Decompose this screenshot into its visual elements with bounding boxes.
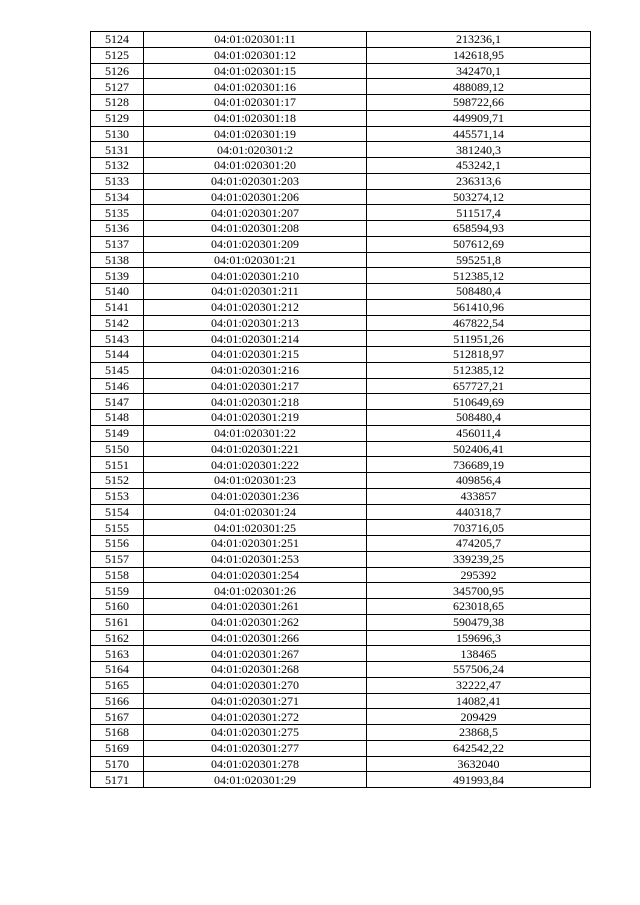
row-number-cell: 5146 — [91, 378, 144, 394]
cadastral-number-cell: 04:01:020301:275 — [144, 725, 367, 741]
cadastral-number-cell: 04:01:020301:221 — [144, 441, 367, 457]
row-number-cell: 5149 — [91, 425, 144, 441]
value-cell: 453242,1 — [367, 158, 591, 174]
cadastral-number-cell: 04:01:020301:20 — [144, 158, 367, 174]
row-number-cell: 5154 — [91, 504, 144, 520]
table-row — [91, 95, 591, 111]
value-cell: 449909,71 — [367, 110, 591, 126]
value-cell: 142618,95 — [367, 47, 591, 63]
table-row — [91, 504, 591, 520]
table-row — [91, 79, 591, 95]
table-row — [91, 410, 591, 426]
table-row — [91, 268, 591, 284]
cadastral-number-cell: 04:01:020301:24 — [144, 504, 367, 520]
cadastral-number-cell: 04:01:020301:261 — [144, 599, 367, 615]
cadastral-number-cell: 04:01:020301:222 — [144, 457, 367, 473]
table-row — [91, 693, 591, 709]
row-number-cell: 5159 — [91, 583, 144, 599]
row-number-cell: 5141 — [91, 299, 144, 315]
cadastral-number-cell: 04:01:020301:213 — [144, 315, 367, 331]
table-row — [91, 32, 591, 48]
cadastral-number-cell: 04:01:020301:270 — [144, 677, 367, 693]
cadastral-number-cell: 04:01:020301:15 — [144, 63, 367, 79]
cadastral-number-cell: 04:01:020301:211 — [144, 284, 367, 300]
value-cell: 467822,54 — [367, 315, 591, 331]
cadastral-number-cell: 04:01:020301:267 — [144, 646, 367, 662]
cadastral-number-cell: 04:01:020301:272 — [144, 709, 367, 725]
value-cell: 623018,65 — [367, 599, 591, 615]
row-number-cell: 5128 — [91, 95, 144, 111]
table-row — [91, 284, 591, 300]
table-row — [91, 362, 591, 378]
table-row — [91, 740, 591, 756]
cadastral-number-cell: 04:01:020301:215 — [144, 347, 367, 363]
cadastral-number-cell: 04:01:020301:271 — [144, 693, 367, 709]
value-cell: 474205,7 — [367, 536, 591, 552]
value-cell: 508480,4 — [367, 284, 591, 300]
value-cell: 642542,22 — [367, 740, 591, 756]
row-number-cell: 5160 — [91, 599, 144, 615]
value-cell: 598722,66 — [367, 95, 591, 111]
row-number-cell: 5135 — [91, 205, 144, 221]
row-number-cell: 5150 — [91, 441, 144, 457]
table-row — [91, 441, 591, 457]
cadastral-number-cell: 04:01:020301:236 — [144, 488, 367, 504]
value-cell: 658594,93 — [367, 221, 591, 237]
row-number-cell: 5163 — [91, 646, 144, 662]
table-row — [91, 646, 591, 662]
table-row — [91, 47, 591, 63]
table-row — [91, 110, 591, 126]
value-cell: 138465 — [367, 646, 591, 662]
value-cell: 512385,12 — [367, 362, 591, 378]
row-number-cell: 5137 — [91, 236, 144, 252]
row-number-cell: 5133 — [91, 173, 144, 189]
value-cell: 23868,5 — [367, 725, 591, 741]
table-row — [91, 221, 591, 237]
cadastral-number-cell: 04:01:020301:2 — [144, 142, 367, 158]
value-cell: 488089,12 — [367, 79, 591, 95]
cadastral-number-cell: 04:01:020301:25 — [144, 520, 367, 536]
value-cell: 440318,7 — [367, 504, 591, 520]
row-number-cell: 5170 — [91, 756, 144, 772]
cadastral-number-cell: 04:01:020301:266 — [144, 630, 367, 646]
cadastral-number-cell: 04:01:020301:210 — [144, 268, 367, 284]
table-row — [91, 205, 591, 221]
value-cell: 236313,6 — [367, 173, 591, 189]
table-row — [91, 173, 591, 189]
table-row — [91, 677, 591, 693]
table-row — [91, 189, 591, 205]
table-row — [91, 772, 591, 788]
cadastral-number-cell: 04:01:020301:207 — [144, 205, 367, 221]
table-row — [91, 599, 591, 615]
value-cell: 595251,8 — [367, 252, 591, 268]
value-cell: 339239,25 — [367, 551, 591, 567]
cadastral-number-cell: 04:01:020301:218 — [144, 394, 367, 410]
row-number-cell: 5127 — [91, 79, 144, 95]
value-cell: 512385,12 — [367, 268, 591, 284]
value-cell: 345700,95 — [367, 583, 591, 599]
value-cell: 295392 — [367, 567, 591, 583]
cadastral-number-cell: 04:01:020301:219 — [144, 410, 367, 426]
cadastral-number-cell: 04:01:020301:203 — [144, 173, 367, 189]
value-cell: 3632040 — [367, 756, 591, 772]
value-cell: 511517,4 — [367, 205, 591, 221]
row-number-cell: 5132 — [91, 158, 144, 174]
table-row — [91, 583, 591, 599]
value-cell: 445571,14 — [367, 126, 591, 142]
row-number-cell: 5144 — [91, 347, 144, 363]
cadastral-number-cell: 04:01:020301:16 — [144, 79, 367, 95]
row-number-cell: 5152 — [91, 473, 144, 489]
value-cell: 557506,24 — [367, 662, 591, 678]
row-number-cell: 5130 — [91, 126, 144, 142]
table-row — [91, 473, 591, 489]
table-row — [91, 551, 591, 567]
value-cell: 209429 — [367, 709, 591, 725]
row-number-cell: 5143 — [91, 331, 144, 347]
value-cell: 491993,84 — [367, 772, 591, 788]
table-row — [91, 756, 591, 772]
value-cell: 213236,1 — [367, 32, 591, 48]
table-row — [91, 709, 591, 725]
value-cell: 456011,4 — [367, 425, 591, 441]
row-number-cell: 5129 — [91, 110, 144, 126]
row-number-cell: 5169 — [91, 740, 144, 756]
cadastral-number-cell: 04:01:020301:12 — [144, 47, 367, 63]
value-cell: 502406,41 — [367, 441, 591, 457]
cadastral-number-cell: 04:01:020301:262 — [144, 614, 367, 630]
row-number-cell: 5156 — [91, 536, 144, 552]
table-row — [91, 536, 591, 552]
cadastral-number-cell: 04:01:020301:254 — [144, 567, 367, 583]
cadastral-number-cell: 04:01:020301:277 — [144, 740, 367, 756]
table-row — [91, 126, 591, 142]
table-row — [91, 614, 591, 630]
value-cell: 590479,38 — [367, 614, 591, 630]
table-row — [91, 236, 591, 252]
row-number-cell: 5153 — [91, 488, 144, 504]
cadastral-number-cell: 04:01:020301:23 — [144, 473, 367, 489]
table-row — [91, 378, 591, 394]
table-row — [91, 394, 591, 410]
row-number-cell: 5124 — [91, 32, 144, 48]
row-number-cell: 5145 — [91, 362, 144, 378]
table-row — [91, 252, 591, 268]
cadastral-number-cell: 04:01:020301:216 — [144, 362, 367, 378]
row-number-cell: 5155 — [91, 520, 144, 536]
cadastral-number-cell: 04:01:020301:251 — [144, 536, 367, 552]
row-number-cell: 5157 — [91, 551, 144, 567]
table-row — [91, 425, 591, 441]
cadastral-number-cell: 04:01:020301:26 — [144, 583, 367, 599]
cadastral-number-cell: 04:01:020301:217 — [144, 378, 367, 394]
cadastral-number-cell: 04:01:020301:22 — [144, 425, 367, 441]
value-cell: 14082,41 — [367, 693, 591, 709]
row-number-cell: 5171 — [91, 772, 144, 788]
value-cell: 503274,12 — [367, 189, 591, 205]
value-cell: 511951,26 — [367, 331, 591, 347]
cadastral-number-cell: 04:01:020301:208 — [144, 221, 367, 237]
value-cell: 159696,3 — [367, 630, 591, 646]
row-number-cell: 5151 — [91, 457, 144, 473]
cadastral-number-cell: 04:01:020301:11 — [144, 32, 367, 48]
value-cell: 507612,69 — [367, 236, 591, 252]
row-number-cell: 5164 — [91, 662, 144, 678]
row-number-cell: 5142 — [91, 315, 144, 331]
table-row — [91, 347, 591, 363]
cadastral-number-cell: 04:01:020301:212 — [144, 299, 367, 315]
cadastral-value-table — [90, 31, 591, 788]
table-row — [91, 331, 591, 347]
value-cell: 510649,69 — [367, 394, 591, 410]
table-row — [91, 457, 591, 473]
cadastral-number-cell: 04:01:020301:278 — [144, 756, 367, 772]
value-cell: 409856,4 — [367, 473, 591, 489]
cadastral-number-cell: 04:01:020301:18 — [144, 110, 367, 126]
row-number-cell: 5126 — [91, 63, 144, 79]
cadastral-number-cell: 04:01:020301:206 — [144, 189, 367, 205]
value-cell: 736689,19 — [367, 457, 591, 473]
value-cell: 381240,3 — [367, 142, 591, 158]
value-cell: 703716,05 — [367, 520, 591, 536]
value-cell: 342470,1 — [367, 63, 591, 79]
row-number-cell: 5147 — [91, 394, 144, 410]
table-row — [91, 520, 591, 536]
cadastral-number-cell: 04:01:020301:21 — [144, 252, 367, 268]
table-row — [91, 725, 591, 741]
row-number-cell: 5131 — [91, 142, 144, 158]
row-number-cell: 5140 — [91, 284, 144, 300]
value-cell: 508480,4 — [367, 410, 591, 426]
table-body — [91, 32, 591, 788]
cadastral-number-cell: 04:01:020301:17 — [144, 95, 367, 111]
table-row — [91, 488, 591, 504]
row-number-cell: 5136 — [91, 221, 144, 237]
table-row — [91, 315, 591, 331]
table-row — [91, 63, 591, 79]
table-row — [91, 299, 591, 315]
row-number-cell: 5161 — [91, 614, 144, 630]
cadastral-number-cell: 04:01:020301:209 — [144, 236, 367, 252]
row-number-cell: 5148 — [91, 410, 144, 426]
row-number-cell: 5139 — [91, 268, 144, 284]
cadastral-number-cell: 04:01:020301:253 — [144, 551, 367, 567]
row-number-cell: 5165 — [91, 677, 144, 693]
row-number-cell: 5125 — [91, 47, 144, 63]
cadastral-number-cell: 04:01:020301:29 — [144, 772, 367, 788]
row-number-cell: 5166 — [91, 693, 144, 709]
cadastral-number-cell: 04:01:020301:19 — [144, 126, 367, 142]
value-cell: 433857 — [367, 488, 591, 504]
row-number-cell: 5138 — [91, 252, 144, 268]
table-row — [91, 158, 591, 174]
table-row — [91, 567, 591, 583]
row-number-cell: 5134 — [91, 189, 144, 205]
row-number-cell: 5168 — [91, 725, 144, 741]
cadastral-number-cell: 04:01:020301:214 — [144, 331, 367, 347]
table-row — [91, 142, 591, 158]
row-number-cell: 5162 — [91, 630, 144, 646]
row-number-cell: 5167 — [91, 709, 144, 725]
value-cell: 32222,47 — [367, 677, 591, 693]
value-cell: 657727,21 — [367, 378, 591, 394]
value-cell: 561410,96 — [367, 299, 591, 315]
row-number-cell: 5158 — [91, 567, 144, 583]
value-cell: 512818,97 — [367, 347, 591, 363]
table-row — [91, 662, 591, 678]
table-row — [91, 630, 591, 646]
cadastral-number-cell: 04:01:020301:268 — [144, 662, 367, 678]
